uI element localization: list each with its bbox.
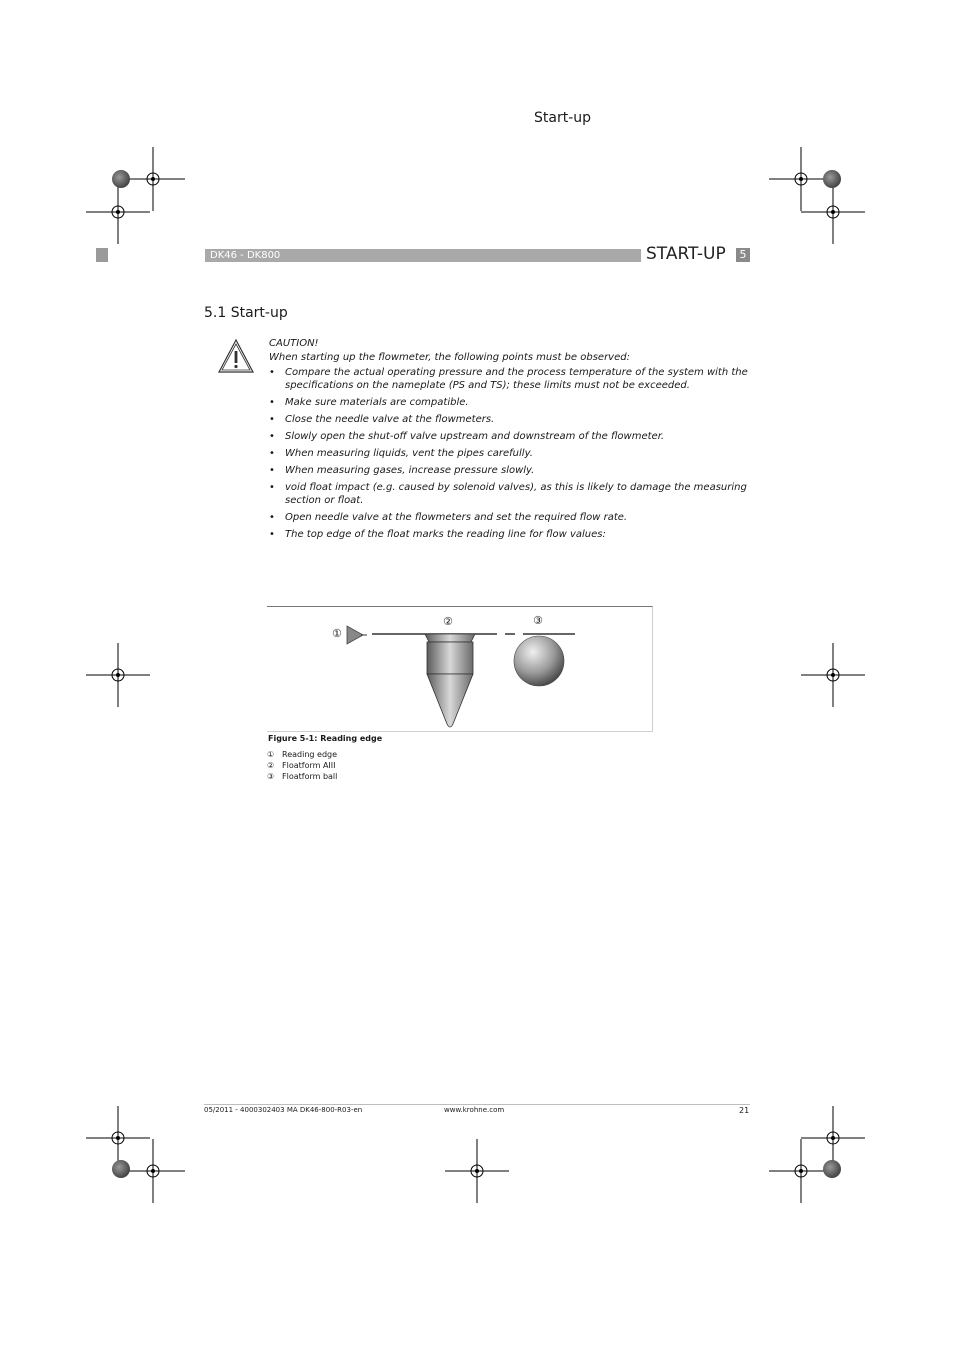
list-item: • When measuring gases, increase pressure slowly. <box>269 464 759 477</box>
legend-label: Floatform ball <box>282 772 338 781</box>
legend-number: ③ <box>267 772 275 781</box>
figure-marker-2: ② <box>443 615 453 628</box>
legend-label: Floatform AIII <box>282 761 336 770</box>
figure-caption: Figure 5-1: Reading edge <box>268 734 383 743</box>
list-item: • Open needle valve at the flowmeters and set the required flow rate. <box>269 511 759 524</box>
list-item: • Close the needle valve at the flowmeters. <box>269 413 759 426</box>
header-chapter-title: START-UP <box>646 244 726 264</box>
legend-number: ① <box>267 750 275 759</box>
legend-number: ② <box>267 761 275 770</box>
legend-item <box>267 771 337 782</box>
footer-doc-id: 05/2011 - 4000302403 MA DK46-800-R03-en <box>204 1106 363 1114</box>
legend-item <box>267 760 337 771</box>
list-item: • Compare the actual operating pressure and the process temperature of the system with the specifications on the nameplate (PS and TS); these limits must not be exceeded. <box>269 366 759 392</box>
list-item: • Make sure materials are compatible. <box>269 396 759 409</box>
page-number: 21 <box>739 1106 750 1115</box>
figure-marker-1: ① <box>332 627 342 640</box>
legend-item <box>267 749 337 760</box>
side-tab-marker <box>96 248 108 262</box>
caution-intro: When starting up the flowmeter, the following points must be observed: <box>269 352 630 363</box>
caution-list <box>269 366 759 545</box>
reading-edge-figure <box>267 606 653 730</box>
list-item: • The top edge of the float marks the reading line for flow values: <box>269 528 759 541</box>
list-item: • When measuring liquids, vent the pipes carefully. <box>269 447 759 460</box>
footer-website-link[interactable]: www.krohne.com <box>444 1106 505 1114</box>
chapter-number-badge: 5 <box>736 248 750 262</box>
running-title: Start-up <box>534 110 592 126</box>
footer-divider <box>204 1104 750 1105</box>
section-title: 5.1 Start-up <box>204 305 288 321</box>
caution-title: CAUTION! <box>269 338 319 349</box>
list-item: • Slowly open the shut-off valve upstream and downstream of the flowmeter. <box>269 430 759 443</box>
warning-triangle-icon <box>217 338 255 374</box>
figure-marker-3: ③ <box>533 614 543 627</box>
list-item: • void float impact (e.g. caused by solenoid valves), as this is likely to damage the measuring section or float. <box>269 481 759 507</box>
header-doc-title: DK46 - DK800 <box>210 250 281 261</box>
figure-legend <box>267 749 337 782</box>
legend-label: Reading edge <box>282 750 338 759</box>
